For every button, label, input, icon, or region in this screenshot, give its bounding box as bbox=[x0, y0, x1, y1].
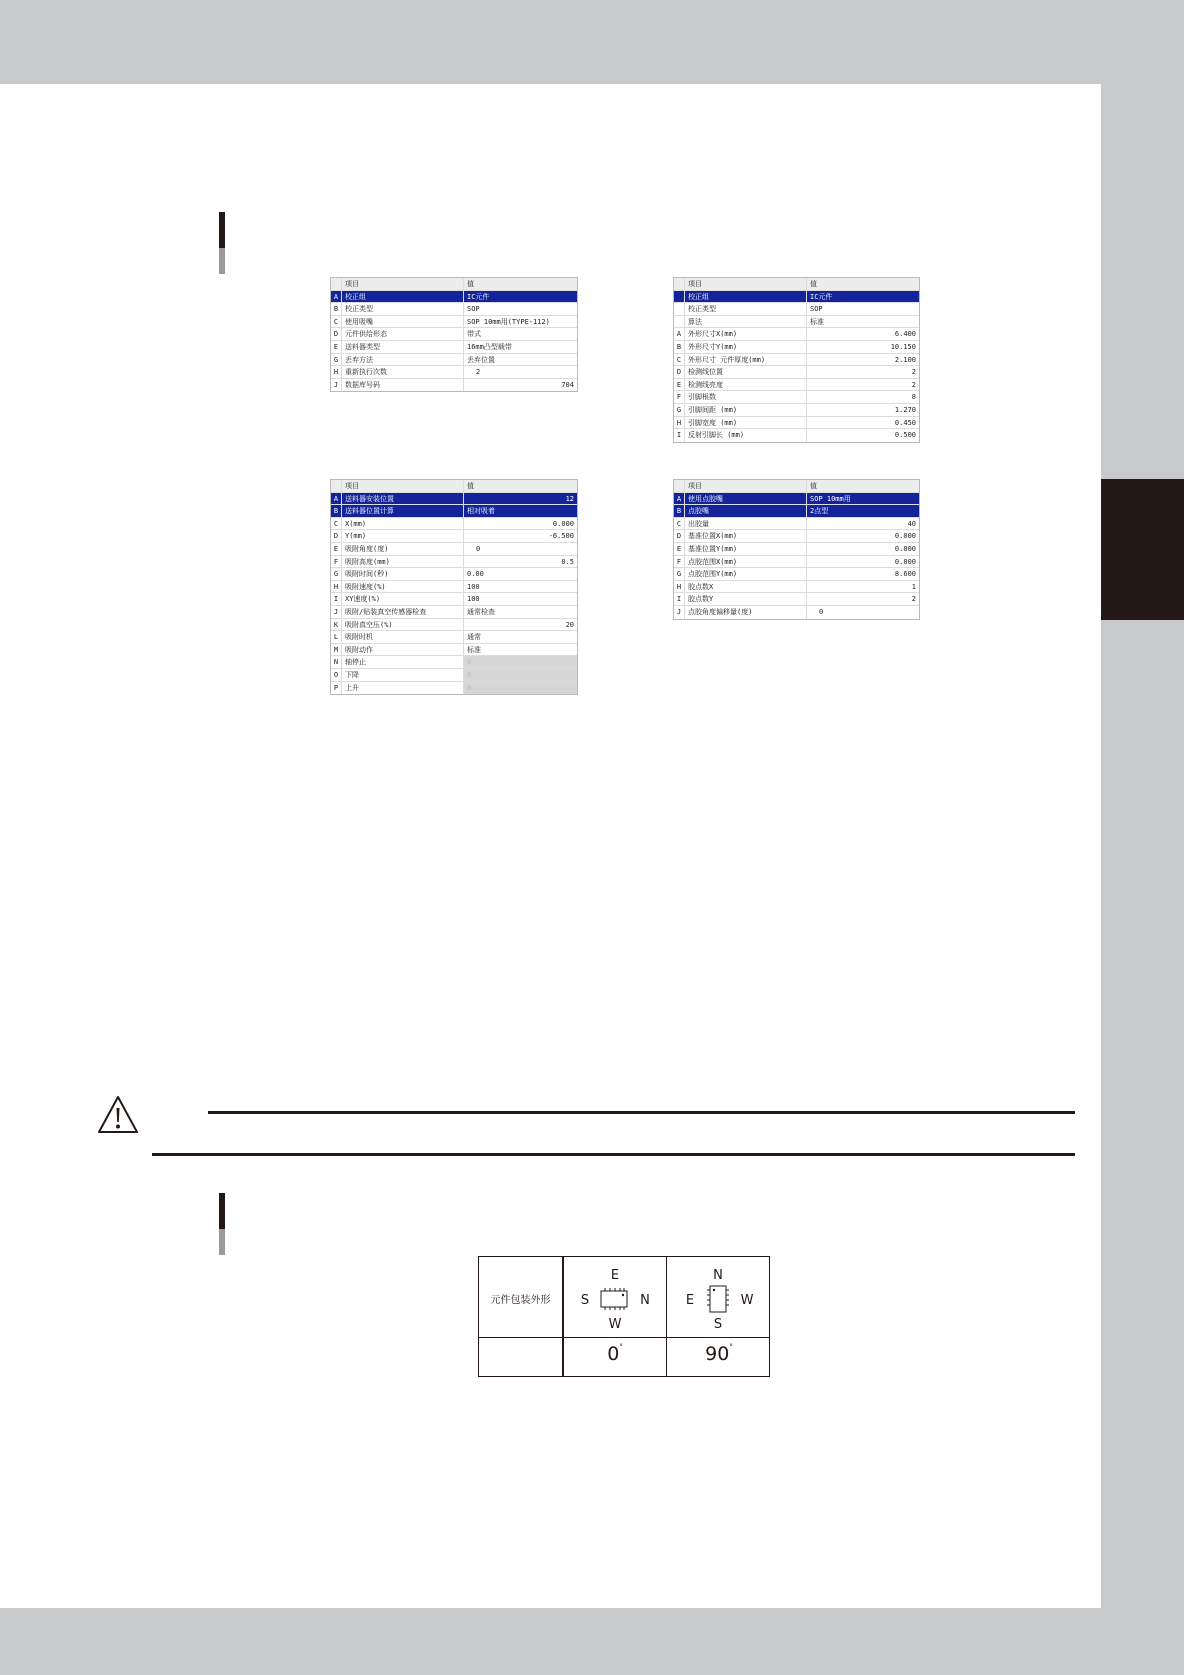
parameter-name-cell: 点胶范围X(mm) bbox=[685, 556, 807, 568]
row-key-cell bbox=[674, 291, 685, 303]
table-row[interactable] bbox=[331, 316, 577, 329]
parameter-name-cell: 使用吸嘴 bbox=[342, 316, 464, 328]
parameter-value-cell[interactable]: 2 bbox=[476, 368, 481, 377]
package-label-column bbox=[479, 1257, 564, 1376]
row-key-cell: J bbox=[331, 606, 342, 618]
parameter-value-cell[interactable]: 1 bbox=[911, 582, 916, 591]
table-header-row bbox=[674, 278, 919, 291]
parameter-value-cell: 值 bbox=[467, 280, 474, 288]
table-row[interactable] bbox=[674, 391, 919, 404]
table-row[interactable] bbox=[331, 291, 577, 304]
parameter-value-cell[interactable]: 0.00 bbox=[467, 570, 484, 579]
table-row[interactable] bbox=[674, 530, 919, 543]
row-key-cell bbox=[331, 278, 342, 290]
row-key-cell: D bbox=[331, 530, 342, 542]
parameter-name-cell: 吸附速度(%) bbox=[342, 581, 464, 593]
parameter-name-cell: Y(mm) bbox=[342, 530, 464, 542]
feeder-pickup-table bbox=[330, 479, 578, 695]
table-row[interactable] bbox=[674, 606, 919, 619]
angle-90-value: 90° bbox=[705, 1343, 733, 1365]
row-key-cell: B bbox=[331, 505, 342, 517]
parameter-value-cell[interactable]: 6.400 bbox=[894, 330, 916, 339]
row-key-cell bbox=[331, 480, 342, 492]
parameter-name-cell: 送料器类型 bbox=[342, 341, 464, 353]
section-marker-1 bbox=[219, 212, 225, 274]
row-key-cell: G bbox=[331, 568, 342, 580]
parameter-value-cell[interactable]: 0 bbox=[464, 669, 577, 681]
parameter-value-cell[interactable]: 8 bbox=[911, 393, 916, 402]
compass-90deg bbox=[667, 1257, 771, 1337]
parameter-name-cell: 吸附动作 bbox=[342, 644, 464, 656]
row-key-cell: E bbox=[331, 341, 342, 353]
compass-top-label: E bbox=[610, 1268, 620, 1283]
component-dimensions-table bbox=[673, 277, 920, 443]
parameter-value-cell[interactable]: 带式 bbox=[467, 330, 481, 339]
table-row[interactable] bbox=[331, 606, 577, 619]
parameter-value-cell[interactable]: 100 bbox=[467, 582, 480, 591]
row-key-cell: C bbox=[331, 316, 342, 328]
parameter-value-cell[interactable]: 标准 bbox=[810, 317, 824, 326]
table-row[interactable] bbox=[331, 505, 577, 518]
table-row[interactable] bbox=[331, 518, 577, 531]
parameter-value-cell[interactable]: IC元件 bbox=[810, 292, 833, 301]
parameter-value-cell[interactable]: SOP 10mm用 bbox=[810, 494, 851, 503]
table-row[interactable] bbox=[674, 379, 919, 392]
parameter-value-cell[interactable]: 20 bbox=[565, 620, 574, 629]
parameter-value-cell[interactable]: 0 bbox=[476, 544, 481, 553]
section-marker-2 bbox=[219, 1193, 225, 1255]
package-orientation-table bbox=[478, 1256, 770, 1377]
parameter-value-cell[interactable]: 2 bbox=[911, 368, 916, 377]
table-row[interactable] bbox=[331, 354, 577, 367]
row-key-cell bbox=[674, 316, 685, 328]
parameter-value-cell[interactable]: 0.000 bbox=[894, 557, 916, 566]
parameter-value-cell[interactable]: 40 bbox=[907, 519, 916, 528]
parameter-name-cell: 校正类型 bbox=[342, 303, 464, 315]
parameter-value-cell[interactable]: 0 bbox=[464, 682, 577, 695]
parameter-value-cell[interactable]: 0.500 bbox=[894, 431, 916, 440]
row-key-cell: D bbox=[331, 328, 342, 340]
table-row[interactable] bbox=[674, 404, 919, 417]
parameter-name-cell: 吸附/贴装真空传感器检查 bbox=[342, 606, 464, 618]
parameter-name-cell: 重新执行次数 bbox=[342, 366, 464, 378]
parameter-name-cell: 项目 bbox=[342, 278, 464, 290]
parameter-name-cell: XY速度(%) bbox=[342, 593, 464, 605]
table-row[interactable] bbox=[331, 493, 577, 506]
parameter-value-cell[interactable]: IC元件 bbox=[467, 292, 490, 301]
row-key-cell: B bbox=[674, 505, 685, 517]
parameter-name-cell: 元件供给形态 bbox=[342, 328, 464, 340]
table-row[interactable] bbox=[331, 644, 577, 657]
parameter-name-cell: 点胶角度偏移量(度) bbox=[685, 606, 807, 619]
table-row[interactable] bbox=[331, 669, 577, 682]
row-key-cell: D bbox=[674, 530, 685, 542]
row-key-cell: F bbox=[674, 556, 685, 568]
table-row[interactable] bbox=[674, 303, 919, 316]
table-row[interactable] bbox=[674, 316, 919, 329]
parameter-name-cell: 项目 bbox=[685, 278, 807, 290]
table-row[interactable] bbox=[331, 341, 577, 354]
row-key-cell: E bbox=[674, 379, 685, 391]
parameter-value-cell[interactable]: 相对吸着 bbox=[467, 507, 495, 516]
row-key-cell: F bbox=[674, 391, 685, 403]
table-row[interactable] bbox=[331, 556, 577, 569]
table-row[interactable] bbox=[331, 581, 577, 594]
row-key-cell: A bbox=[674, 493, 685, 505]
parameter-value-cell[interactable]: SOP bbox=[467, 305, 480, 314]
table-row[interactable] bbox=[674, 328, 919, 341]
compass-left-label: S bbox=[580, 1293, 590, 1308]
parameter-name-cell: 胶点数X bbox=[685, 581, 807, 593]
parameter-name-cell: X(mm) bbox=[342, 518, 464, 530]
chapter-side-tab bbox=[1101, 479, 1184, 620]
calibration-settings-table bbox=[330, 277, 578, 392]
parameter-value-cell[interactable]: 0.000 bbox=[552, 519, 574, 528]
parameter-value-cell[interactable]: 2.100 bbox=[894, 355, 916, 364]
parameter-name-cell: 项目 bbox=[342, 480, 464, 492]
compass-left-label: E bbox=[685, 1293, 695, 1308]
parameter-value-cell[interactable]: 1.270 bbox=[894, 405, 916, 414]
table-row[interactable] bbox=[331, 568, 577, 581]
table-header-row bbox=[331, 480, 577, 493]
table-row[interactable] bbox=[331, 656, 577, 669]
parameter-value-cell[interactable]: 通常检查 bbox=[467, 607, 495, 616]
table-header-row bbox=[674, 480, 919, 493]
row-key-cell: O bbox=[331, 669, 342, 681]
row-key-cell: C bbox=[674, 518, 685, 530]
table-row[interactable] bbox=[674, 493, 919, 506]
parameter-name-cell: 轴停止 bbox=[342, 656, 464, 668]
table-row[interactable] bbox=[331, 366, 577, 379]
parameter-value-cell[interactable]: 0 bbox=[819, 607, 824, 616]
parameter-name-cell: 反射引脚长 (mm) bbox=[685, 429, 807, 442]
table-row[interactable] bbox=[674, 505, 919, 518]
row-key-cell: I bbox=[674, 593, 685, 605]
row-key-cell: J bbox=[331, 379, 342, 392]
row-key-cell: G bbox=[674, 404, 685, 416]
parameter-name-cell: 丢弃方法 bbox=[342, 354, 464, 366]
parameter-name-cell: 校正组 bbox=[685, 291, 807, 303]
parameter-value-cell[interactable]: 2 bbox=[911, 595, 916, 604]
row-key-cell: M bbox=[331, 644, 342, 656]
parameter-name-cell: 吸附角度(度) bbox=[342, 543, 464, 555]
table-row-divider bbox=[479, 1337, 769, 1338]
table-row[interactable] bbox=[331, 379, 577, 392]
parameter-value-cell[interactable]: 16mm凸型载带 bbox=[467, 342, 512, 351]
parameter-name-cell: 外形尺寸 元件厚度(mm) bbox=[685, 354, 807, 366]
parameter-value-cell[interactable]: SOP bbox=[810, 305, 823, 314]
table-row[interactable] bbox=[331, 682, 577, 695]
dispense-settings-table bbox=[673, 479, 920, 620]
parameter-name-cell: 上升 bbox=[342, 682, 464, 695]
parameter-name-cell: 下降 bbox=[342, 669, 464, 681]
parameter-value-cell: 值 bbox=[810, 482, 817, 490]
row-key-cell: E bbox=[674, 543, 685, 555]
table-row[interactable] bbox=[674, 417, 919, 430]
parameter-name-cell: 吸附真空压(%) bbox=[342, 619, 464, 631]
table-row[interactable] bbox=[331, 543, 577, 556]
row-key-cell: J bbox=[674, 606, 685, 619]
parameter-name-cell: 引脚间距 (mm) bbox=[685, 404, 807, 416]
parameter-value-cell[interactable]: 2 bbox=[911, 380, 916, 389]
parameter-value-cell[interactable]: 标准 bbox=[467, 645, 481, 654]
table-row[interactable] bbox=[674, 341, 919, 354]
row-key-cell: H bbox=[674, 581, 685, 593]
parameter-value-cell[interactable]: 0 bbox=[464, 656, 577, 668]
parameter-value-cell[interactable]: 0.450 bbox=[894, 418, 916, 427]
ic-package-vertical-icon bbox=[706, 1283, 730, 1315]
parameter-name-cell: 引脚宽度 (mm) bbox=[685, 417, 807, 429]
row-key-cell: N bbox=[331, 656, 342, 668]
row-key-cell: C bbox=[674, 354, 685, 366]
parameter-value-cell[interactable]: 10.150 bbox=[890, 342, 916, 351]
compass-right-label: W bbox=[740, 1293, 754, 1308]
parameter-name-cell: 外形尺寸Y(mm) bbox=[685, 341, 807, 353]
table-row[interactable] bbox=[331, 631, 577, 644]
parameter-name-cell: 引脚根数 bbox=[685, 391, 807, 403]
row-key-cell: A bbox=[331, 493, 342, 505]
parameter-value-cell[interactable]: 2点型 bbox=[810, 507, 829, 516]
compass-top-label: N bbox=[713, 1268, 723, 1283]
table-row[interactable] bbox=[674, 543, 919, 556]
parameter-name-cell: 校正组 bbox=[342, 291, 464, 303]
row-key-cell: B bbox=[331, 303, 342, 315]
table-row[interactable] bbox=[331, 303, 577, 316]
table-row[interactable] bbox=[331, 328, 577, 341]
parameter-value-cell[interactable]: SOP 10mm用(TYPE-112) bbox=[467, 317, 550, 326]
parameter-value-cell: 值 bbox=[810, 280, 817, 288]
parameter-name-cell: 吸附时间(秒) bbox=[342, 568, 464, 580]
row-key-cell: H bbox=[331, 581, 342, 593]
parameter-name-cell: 检测线位置 bbox=[685, 366, 807, 378]
ic-package-horizontal-icon bbox=[598, 1287, 630, 1311]
parameter-name-cell: 算法 bbox=[685, 316, 807, 328]
table-row[interactable] bbox=[674, 568, 919, 581]
row-key-cell: P bbox=[331, 682, 342, 695]
parameter-value-cell[interactable]: 0.5 bbox=[561, 557, 574, 566]
parameter-value-cell[interactable]: 丢弃位置 bbox=[467, 355, 495, 364]
row-key-cell: I bbox=[331, 593, 342, 605]
package-shape-label: 元件包装外形 bbox=[490, 1295, 551, 1306]
row-key-cell: G bbox=[331, 354, 342, 366]
compass-bottom-label: W bbox=[608, 1317, 622, 1332]
parameter-name-cell: 基准位置Y(mm) bbox=[685, 543, 807, 555]
compass-0deg bbox=[564, 1257, 666, 1337]
row-key-cell: F bbox=[331, 556, 342, 568]
row-key-cell: L bbox=[331, 631, 342, 643]
table-row[interactable] bbox=[674, 518, 919, 531]
table-row[interactable] bbox=[331, 530, 577, 543]
table-row[interactable] bbox=[674, 366, 919, 379]
row-key-cell: H bbox=[674, 417, 685, 429]
row-key-cell: A bbox=[331, 291, 342, 303]
caution-bottom-rule bbox=[152, 1153, 1075, 1156]
parameter-name-cell: 吸附高度(mm) bbox=[342, 556, 464, 568]
table-row[interactable] bbox=[674, 581, 919, 594]
row-key-cell: E bbox=[331, 543, 342, 555]
row-key-cell: I bbox=[674, 429, 685, 442]
row-key-cell: K bbox=[331, 619, 342, 631]
parameter-value-cell[interactable]: 12 bbox=[565, 494, 574, 503]
parameter-name-cell: 点胶范围Y(mm) bbox=[685, 568, 807, 580]
parameter-name-cell: 基准位置X(mm) bbox=[685, 530, 807, 542]
row-key-cell: G bbox=[674, 568, 685, 580]
parameter-value-cell[interactable]: 8.600 bbox=[894, 570, 916, 579]
angle-0-value: 0° bbox=[607, 1343, 623, 1365]
parameter-name-cell: 数据库号码 bbox=[342, 379, 464, 392]
parameter-name-cell: 吸附时机 bbox=[342, 631, 464, 643]
row-key-cell: A bbox=[674, 328, 685, 340]
parameter-value-cell[interactable]: 0.000 bbox=[894, 544, 916, 553]
row-key-cell: D bbox=[674, 366, 685, 378]
table-row[interactable] bbox=[331, 619, 577, 632]
table-row[interactable] bbox=[674, 354, 919, 367]
parameter-name-cell: 检测线亮度 bbox=[685, 379, 807, 391]
parameter-name-cell: 外形尺寸X(mm) bbox=[685, 328, 807, 340]
parameter-value-cell: 值 bbox=[467, 482, 474, 490]
parameter-name-cell: 使用点胶嘴 bbox=[685, 493, 807, 505]
parameter-value-cell[interactable]: 通常 bbox=[467, 633, 481, 642]
caution-rule bbox=[208, 1111, 1075, 1114]
table-row[interactable] bbox=[674, 556, 919, 569]
table-row[interactable] bbox=[674, 593, 919, 606]
row-key-cell bbox=[674, 303, 685, 315]
row-key-cell bbox=[674, 278, 685, 290]
parameter-value-cell[interactable]: -6.500 bbox=[548, 532, 574, 541]
parameter-name-cell: 点胶嘴 bbox=[685, 505, 807, 517]
compass-right-label: N bbox=[640, 1293, 650, 1308]
table-row[interactable] bbox=[674, 291, 919, 304]
parameter-name-cell: 校正类型 bbox=[685, 303, 807, 315]
row-key-cell: C bbox=[331, 518, 342, 530]
parameter-name-cell: 送料器位置计算 bbox=[342, 505, 464, 517]
parameter-name-cell: 出胶量 bbox=[685, 518, 807, 530]
table-header-row bbox=[331, 278, 577, 291]
row-key-cell bbox=[674, 480, 685, 492]
table-row[interactable] bbox=[331, 593, 577, 606]
compass-bottom-label: S bbox=[713, 1317, 723, 1332]
parameter-name-cell: 项目 bbox=[685, 480, 807, 492]
parameter-value-cell[interactable]: 0.000 bbox=[894, 532, 916, 541]
table-row[interactable] bbox=[674, 429, 919, 442]
parameter-name-cell: 胶点数Y bbox=[685, 593, 807, 605]
parameter-value-cell[interactable]: 100 bbox=[467, 595, 480, 604]
row-key-cell: B bbox=[674, 341, 685, 353]
parameter-value-cell[interactable]: 704 bbox=[561, 380, 574, 389]
row-key-cell: H bbox=[331, 366, 342, 378]
warning-icon bbox=[96, 1094, 140, 1136]
parameter-name-cell: 送料器安装位置 bbox=[342, 493, 464, 505]
